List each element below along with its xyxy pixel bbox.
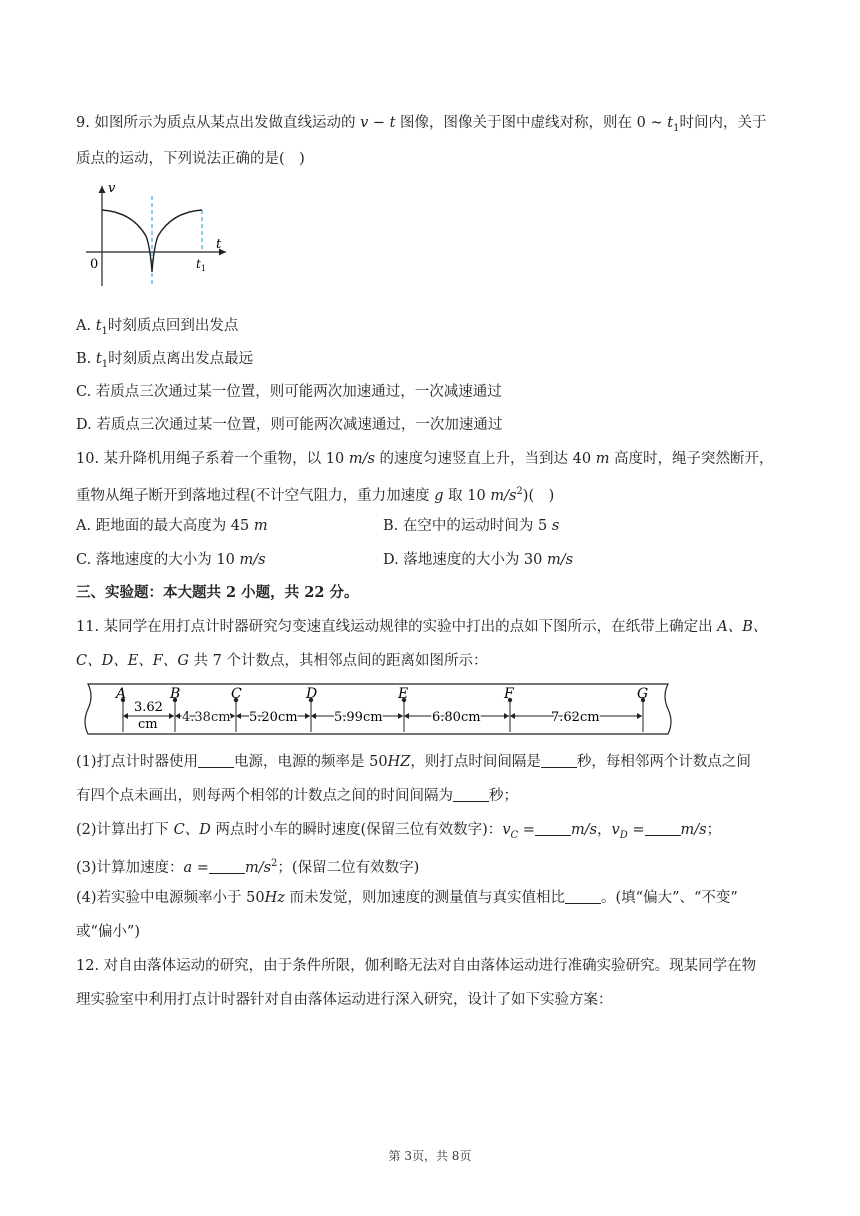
answer-blank-count-interval[interactable]: [453, 787, 489, 802]
q10-stem-line2: 重物从绳子断开到落地过程(不计空气阻力，重力加速度 g 取 10 $m/s^2$)( ): [76, 486, 555, 504]
q11-part3: (3)计算加速度：$a = m/s^2$；(保留二位有效数字): [76, 858, 420, 876]
q10-option-c: C. 落地速度的大小为 10 m/s: [76, 552, 266, 568]
tape-distance-CD: 5.20cm: [249, 710, 298, 725]
tape-distance-FG: 7.62cm: [551, 710, 600, 725]
q12-stem-line1: 12. 对自由落体运动的研究，由于条件所限，伽利略无法对自由落体运动进行准确实验研究。现某同学在物: [76, 958, 757, 974]
q11-part4-line1: (4)若实验中电源频率小于 50Hz 而未发觉，则加速度的测量值与真实值相比 。(填“偏大”、“不变”: [76, 890, 738, 906]
v-axis-label: v: [108, 181, 116, 196]
q9-stem-text: 9. 如图所示为质点从某点出发做直线运动的: [76, 115, 361, 131]
q10-option-a: A. 距地面的最大高度为 45 m: [76, 518, 268, 534]
q9-stem-text-3: 时间内，关于: [679, 115, 767, 131]
q9-vt-graph: [82, 180, 242, 292]
q11-part1-line1: (1)打点计时器使用 电源，电源的频率是 50HZ，则打点时间间隔是 秒，每相邻两个计数点之间: [76, 754, 751, 770]
tape-point-D: D: [306, 686, 318, 702]
q11-part2: (2)计算出打下 C、D 两点时小车的瞬时速度(保留三位有效数字)：$v_C = m/s$，$v_D = m/s$；: [76, 822, 722, 841]
answer-blank-power-type[interactable]: [198, 753, 234, 768]
q9-option-a: A. $t_1$时刻质点回到出发点: [76, 318, 239, 337]
answer-blank-error[interactable]: [565, 889, 601, 904]
q9-stem-line1: [76, 113, 766, 139]
q9-stem-line2: 质点的运动，下列说法正确的是( ): [76, 151, 305, 167]
tape-point-C: C: [231, 686, 242, 702]
q10-option-d: D. 落地速度的大小为 30 m/s: [383, 552, 574, 568]
q9-vt-math: v − t: [360, 115, 396, 131]
q11-stem-line2: C、D、E、F、G 共 7 个计数点，其相邻点间的距离如图所示：: [76, 653, 488, 669]
q11-part1-line2: 有四个点未画出，则每两个相邻的计数点之间的时间间隔为 秒；: [76, 788, 518, 804]
tape-distance-AB-value: 3.62: [134, 700, 163, 715]
tape-point-E: E: [398, 686, 409, 702]
tape-distance-EF: 6.80cm: [432, 710, 481, 725]
section-3-heading: 三、实验题：本大题共 2 小题，共 22 分。: [76, 584, 359, 601]
t-axis-label: t: [216, 237, 222, 252]
q9-option-d: D. 若质点三次通过某一位置，则可能两次减速通过，一次加速通过: [76, 417, 503, 433]
tape-distance-DE: 5.99cm: [334, 710, 383, 725]
tape-distance-BC: 4.38cm: [182, 710, 231, 725]
answer-blank-vd[interactable]: [645, 821, 681, 836]
q9-option-b: B. $t_1$时刻质点离出发点最远: [76, 351, 254, 370]
q11-paper-tape: [78, 680, 678, 738]
q12-stem-line2: 理实验室中利用打点计时器针对自由落体运动进行深入研究，设计了如下实验方案：: [76, 992, 613, 1008]
tape-point-F: F: [504, 686, 514, 702]
q9-option-c: C. 若质点三次通过某一位置，则可能两次加速通过，一次减速通过: [76, 384, 502, 400]
tape-point-B: B: [170, 686, 181, 702]
q11-stem-line1: 11. 某同学在用打点计时器研究匀变速直线运动规律的实验中打出的点如下图所示，在纸带上确定出 A、B、: [76, 619, 768, 635]
q10-option-b: B. 在空中的运动时间为 5 s: [383, 518, 560, 534]
q9-t1-sub: 1: [673, 122, 680, 134]
answer-blank-acceleration[interactable]: [209, 859, 245, 874]
tape-point-A: A: [116, 686, 127, 702]
q10-stem-line1: 10. 某升降机用绳子系着一个重物，以 10 m/s 的速度匀速竖直上升，当到达 40 m 高度时，绳子突然断开，: [76, 451, 774, 467]
origin-label: 0: [90, 257, 99, 272]
page-footer: 第 3页，共 8页: [388, 1149, 472, 1163]
q11-part4-line2: 或“偏小”): [76, 924, 140, 940]
q9-stem-text-2: 图像，图像关于图中虚线对称，则在 0 ~: [395, 115, 668, 131]
q9-t1-symbol: t: [667, 115, 674, 131]
answer-blank-dot-interval[interactable]: [541, 753, 577, 768]
answer-blank-vc[interactable]: [535, 821, 571, 836]
tape-point-G: G: [637, 686, 649, 702]
t1-label: $t_1$: [196, 257, 206, 273]
tape-distance-AB-unit: cm: [138, 717, 158, 732]
